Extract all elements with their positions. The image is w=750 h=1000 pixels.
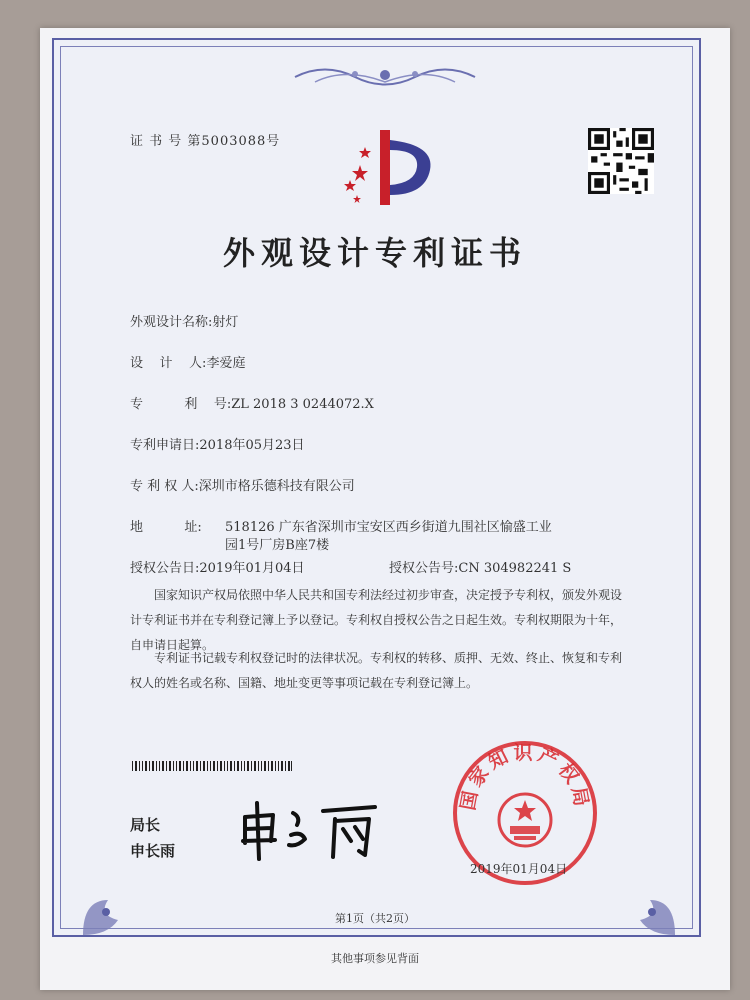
field-value: 李爱庭 bbox=[206, 356, 246, 371]
field-value: 2018年05月23日 bbox=[199, 438, 305, 453]
director-signature bbox=[235, 795, 385, 865]
certificate-title: 外观设计专利证书 bbox=[222, 234, 527, 272]
field-address bbox=[130, 516, 552, 535]
patent-office-emblem-icon bbox=[335, 125, 445, 210]
address-line-2: 园1号厂房B座7楼 bbox=[225, 538, 330, 553]
director-name: 申长雨 bbox=[130, 842, 176, 860]
director-title: 局长 bbox=[130, 816, 161, 834]
notice-text: 国家知识产权局依照中华人民共和国专利法经过初步审查，决定授予专利权，颁发外观设计专利证书并在专利登记簿上予以登记。专利权自授权公告之日起生效。专利权期限为十年，自申请日起算。 bbox=[130, 588, 623, 652]
seal-date: 2019年01月04日 bbox=[470, 862, 568, 876]
field-value: 射灯 bbox=[212, 315, 239, 330]
field-label: 授权公告号: bbox=[389, 561, 459, 576]
qr-code-icon bbox=[588, 128, 654, 194]
field-label: 设 计 人: bbox=[130, 356, 207, 371]
field-label: 地 址: bbox=[130, 520, 202, 535]
address-line-1: 518126 广东省深圳市宝安区西乡街道九围社区愉盛工业 bbox=[225, 520, 552, 535]
field-patentee bbox=[130, 475, 355, 494]
field-design-name bbox=[130, 311, 238, 330]
field-value: 2019年01月04日 bbox=[199, 561, 305, 576]
field-application-date bbox=[130, 434, 305, 453]
field-value: CN 304982241 S bbox=[458, 561, 572, 576]
page-number: 第1页（共2页） bbox=[335, 912, 415, 925]
field-grant-number bbox=[389, 557, 571, 576]
field-designer bbox=[130, 352, 245, 371]
field-value: ZL 2018 3 0244072.X bbox=[231, 397, 374, 412]
svg-text:国家知识产权局: 国家知识产权局 bbox=[457, 741, 593, 812]
field-label: 专 利 权 人: bbox=[130, 479, 199, 494]
footer-note: 其他事项参见背面 bbox=[331, 952, 419, 965]
certificate-number: 证 书 号 第5003088号 bbox=[130, 134, 281, 149]
field-label: 专 利 号: bbox=[130, 397, 232, 412]
field-grant-date bbox=[130, 557, 305, 576]
notice-paragraph-2 bbox=[130, 646, 630, 696]
field-label: 授权公告日: bbox=[130, 561, 200, 576]
barcode-icon bbox=[132, 761, 292, 771]
top-ornament bbox=[285, 62, 485, 92]
field-patent-number bbox=[130, 393, 374, 412]
notice-text: 专利证书记载专利权登记时的法律状况。专利权的转移、质押、无效、终止、恢复和专利权人的姓名或名称、国籍、地址变更等事项记载在专利登记簿上。 bbox=[130, 651, 623, 690]
field-label: 外观设计名称: bbox=[130, 315, 213, 330]
field-value: 深圳市格乐德科技有限公司 bbox=[198, 479, 355, 494]
field-label: 专利申请日: bbox=[130, 438, 200, 453]
